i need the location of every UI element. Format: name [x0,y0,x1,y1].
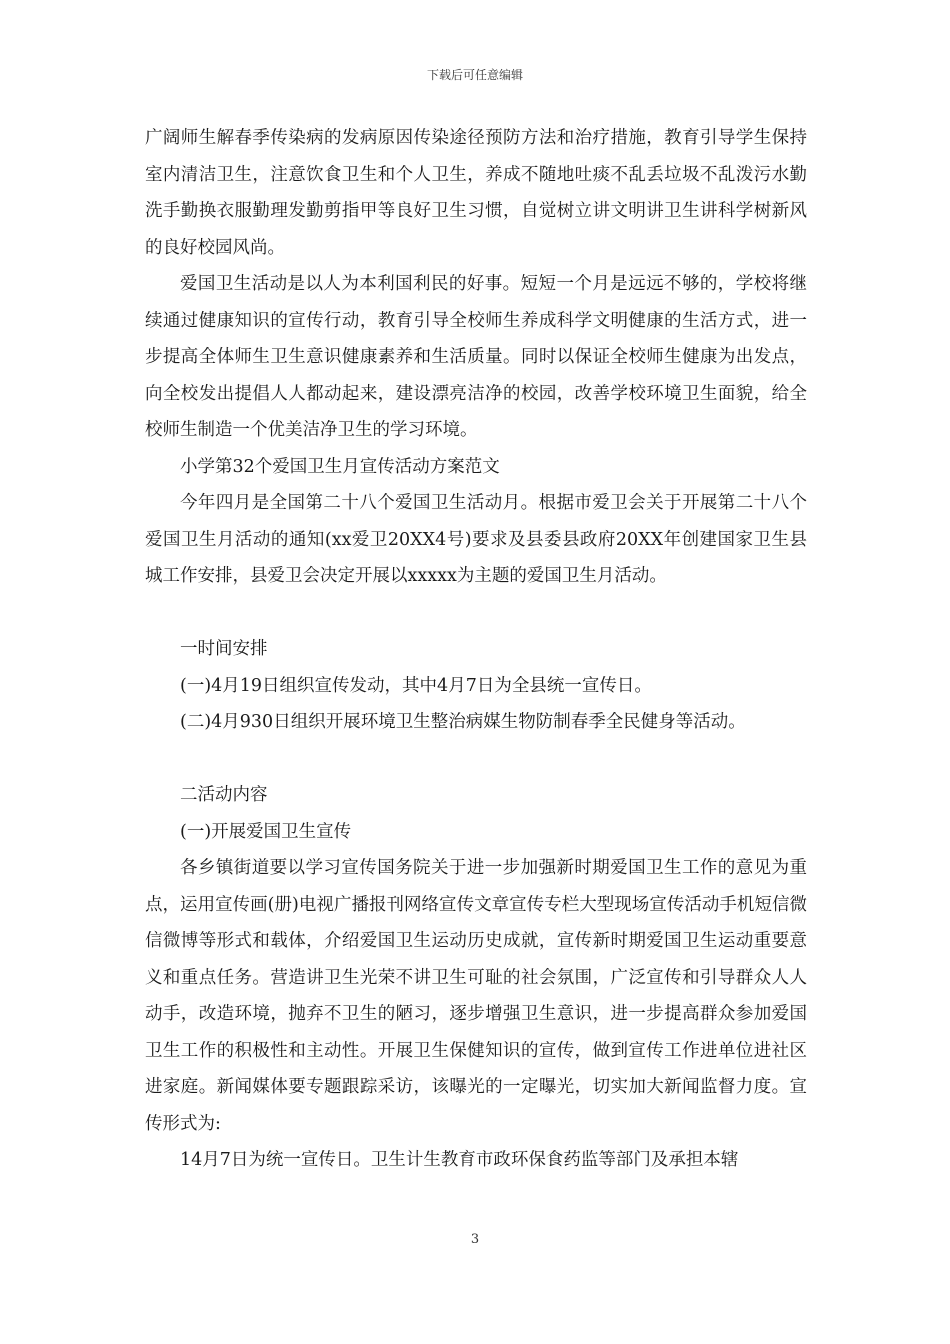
document-body [145,120,807,1179]
page-header: 下载后可任意编辑 [426,68,523,82]
paragraph-publicity-day: 14月7日为统一宣传日。卫生计生教育市政环保食药监等部门及承担本辖 [180,1150,739,1170]
page-number: 3 [470,1232,480,1247]
blank-line [145,741,807,778]
schedule-item-1: (一)4月19日组织宣传发动，其中4月7日为全县统一宣传日。 [180,675,652,696]
paragraph-continuation: 广阔师生解春季传染病的发病原因传染途径预防方法和治疗措施，教育引导学生保持室内清洁卫生，注意饮食卫生和个人卫生，养成不随地吐痰不乱丢垃圾不乱泼污水勤洗手勤换衣服勤理发勤剪指甲等良好卫生习惯，自觉树立讲文明讲卫生讲科学树新风的良好校园风尚。 [145,128,807,258]
subheading-publicity: (一)开展爱国卫生宣传 [180,821,352,842]
paragraph-publicity: 各乡镇街道要以学习宣传国务院关于进一步加强新时期爱国卫生工作的意见为重点，运用宣传画(册)电视广播报刊网络宣传文章宣传专栏大型现场宣传活动手机短信微信微博等形式和载体，介绍爱国卫生运动历史成就，宣传新时期爱国卫生运动重要意义和重点任务。营造讲卫生光荣不讲卫生可耻的社会氛围，广泛宣传和引导群众人人动手，改造环境，抛弃不卫生的陋习，逐步增强卫生意识，进一步提高群众参加爱国卫生工作的积极性和主动性。开展卫生保健知识的宣传，做到宣传工作进单位进社区进家庭。新闻媒体要专题跟踪采访，该曝光的一定曝光，切实加大新闻监督力度。宣传形式为: [145,858,807,1134]
blank-line [145,595,807,632]
schedule-item-2: (二)4月930日组织开展环境卫生整治病媒生物防制春季全民健身等活动。 [180,712,746,732]
heading-time-schedule: 一时间安排 [180,639,268,659]
paragraph-intro: 今年四月是全国第二十八个爱国卫生活动月。根据市爱卫会关于开展第二十八个爱国卫生月活动的通知(xx爱卫20XX4号)要求及县委县政府20XX年创建国家卫生县城工作安排，县爱卫会决定开展以xxxxx为主题的爱国卫生月活动。 [145,493,807,586]
section-title: 小学第32个爱国卫生月宣传活动方案范文 [180,456,500,477]
paragraph-summary: 爱国卫生活动是以人为本利国利民的好事。短短一个月是远远不够的，学校将继续通过健康知识的宣传行动，教育引导全校师生养成科学文明健康的生活方式，进一步提高全体师生卫生意识健康素养和生活质量。同时以保证全校师生健康为出发点，向全校发出提倡人人都动起来，建设漂亮洁净的校园，改善学校环境卫生面貌，给全校师生制造一个优美洁净卫生的学习环境。 [145,274,807,440]
heading-activity-content: 二活动内容 [180,785,268,805]
